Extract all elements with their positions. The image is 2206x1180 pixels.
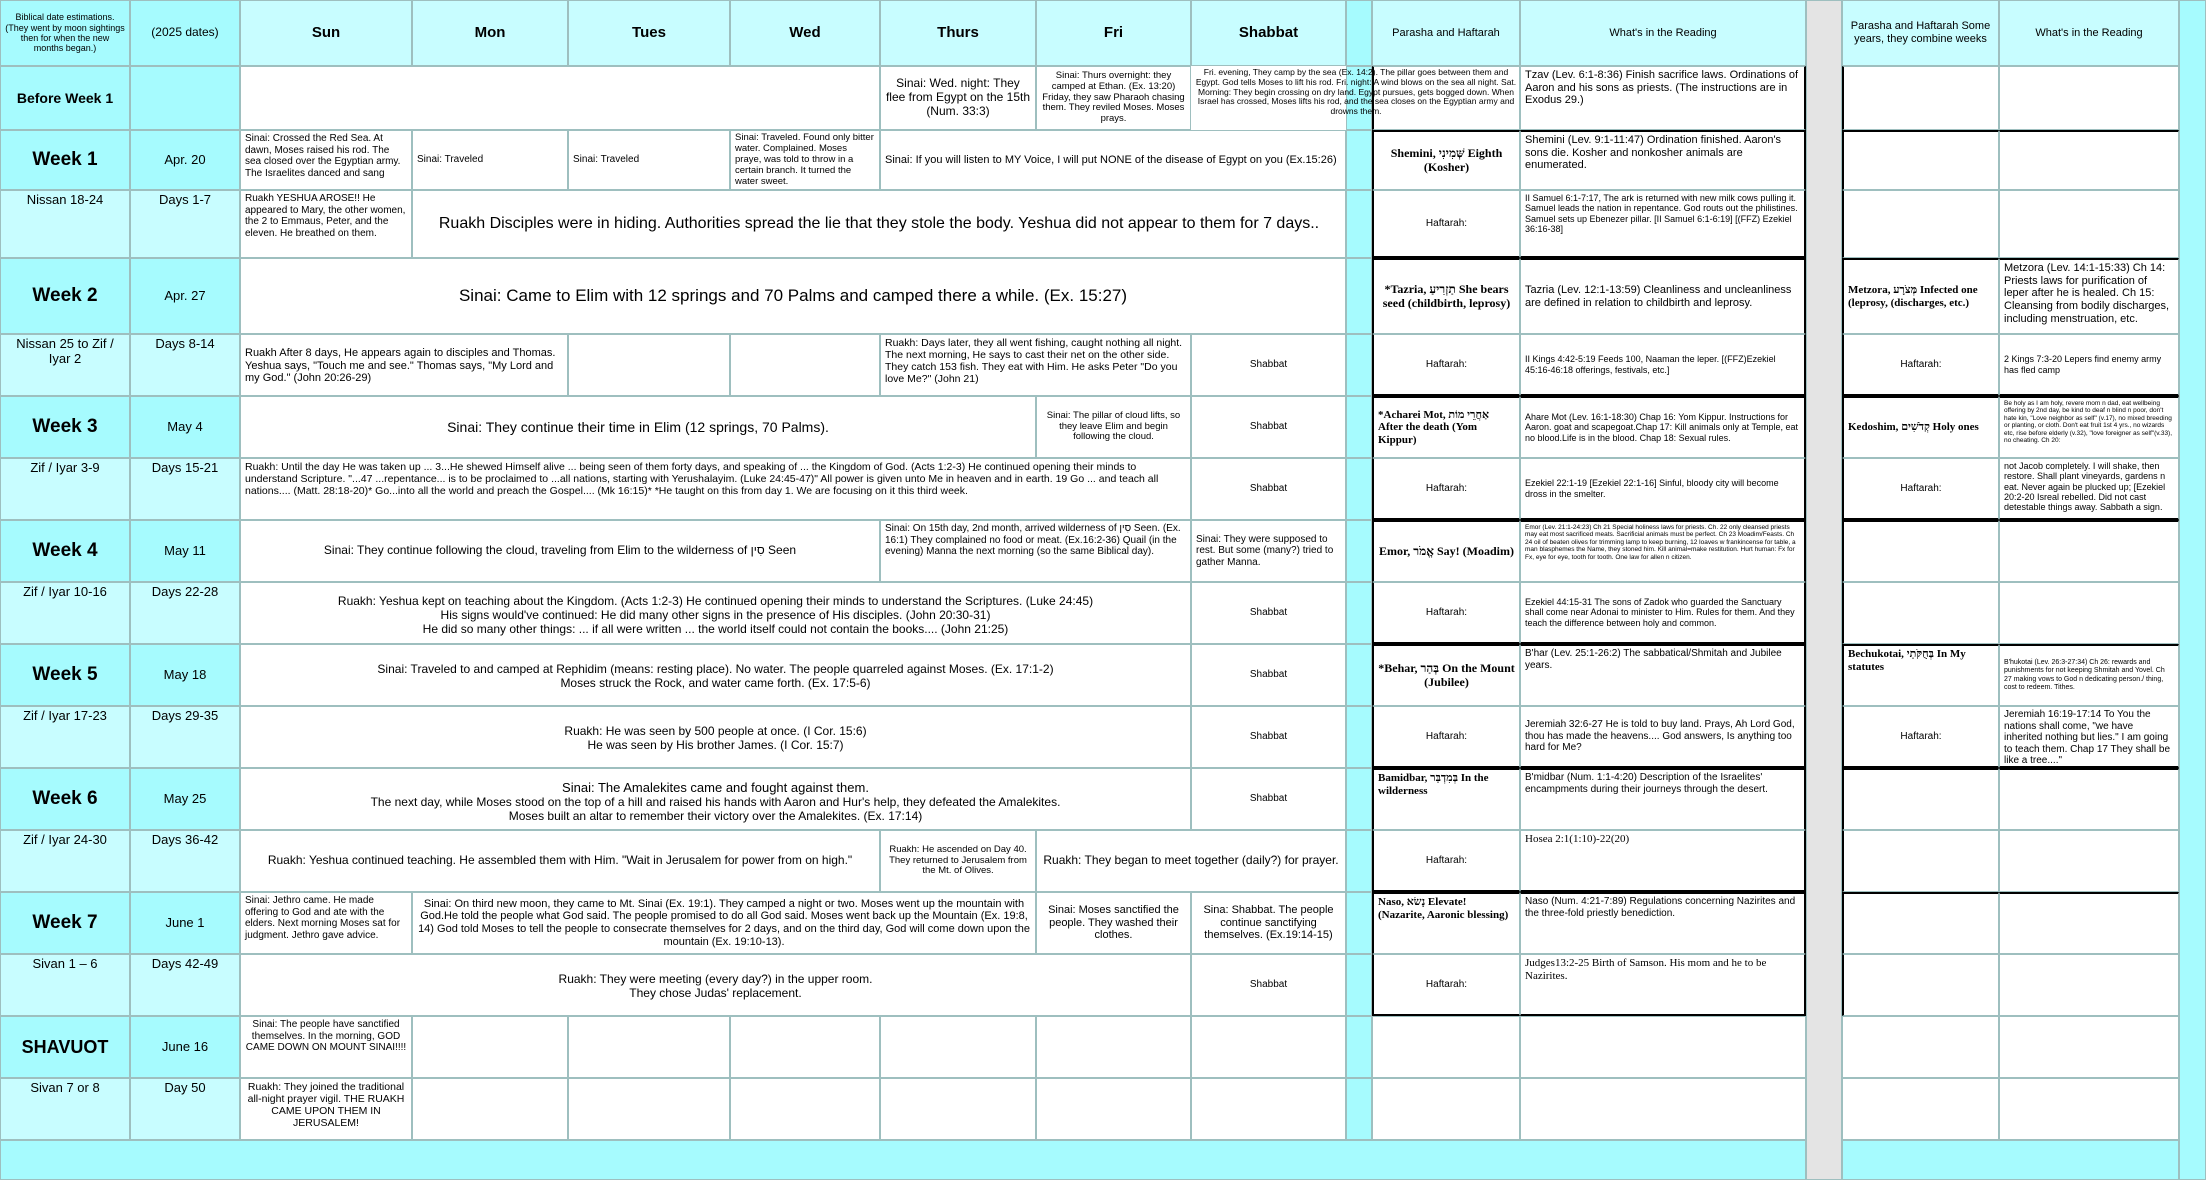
cell-shb-thu xyxy=(880,1078,1036,1140)
haftarah-w2: Haftarah: xyxy=(1372,334,1520,396)
cell-shb-sun: Ruakh: They joined the traditional all-night prayer vigil. THE RUAKH CAME UPON THEM IN JERUSALEM! xyxy=(240,1078,412,1140)
reading2-w3b: not Jacob completely. I will shake, then restore. Shall plant vineyards, gardens n eat. Never again be plucked up; [Ezekiel 20:2-20 Isreal rebelled. Did not cast detestable things away. Sabbath a sign. xyxy=(1999,458,2179,520)
parasha2-w6 xyxy=(1842,768,1999,830)
cell-w4b-sat: Shabbat xyxy=(1191,582,1346,644)
date-week-2: Apr. 27 xyxy=(130,258,240,334)
reading2-w5b: Jeremiah 16:19-17:14 To You the nations shall come, "we have inherited nothing but lies." I am going to teach them. Chap 17 They shall be like a tree...." xyxy=(1999,706,2179,768)
sub-week-2: Nissan 25 to Zif / Iyar 2 xyxy=(0,334,130,396)
cell-sh-mon xyxy=(412,1016,568,1078)
reading-w1: Shemini (Lev. 9:1-11:47) Ordination finished. Aaron's sons die. Kosher and nonkosher animals are enumerated. xyxy=(1520,130,1806,190)
reading-w5b: Jeremiah 32:6-27 He is told to buy land. Prays, Ah Lord God, thou has made the heavens.... God answers, Is anything too hard for Me? xyxy=(1520,706,1806,768)
date-week-1: Apr. 20 xyxy=(130,130,240,190)
header-thurs: Thurs xyxy=(880,0,1036,66)
haftarah2-w5: Haftarah: xyxy=(1842,706,1999,768)
sub-week-7: Sivan 1 – 6 xyxy=(0,954,130,1016)
row-label-week-7: Week 7 xyxy=(0,892,130,954)
header-shabbat: Shabbat xyxy=(1191,0,1346,66)
w6-line-2: The next day, while Moses stood on the top of a hill and raised his hands with Aaron and Hur's help, they defeated the Amalekites. xyxy=(370,794,1061,809)
cell-shb-fri xyxy=(1036,1078,1191,1140)
cell-w1b-rest: Ruakh Disciples were in hiding. Authorities spread the lie that they stole the body. Yeshua did not appear to them for 7 days.. xyxy=(412,190,1346,258)
parasha-w1: Shemini, שְּׁמִינִי Eighth (Kosher) xyxy=(1372,130,1520,190)
date-week-4: May 11 xyxy=(130,520,240,582)
haftarah-w5: Haftarah: xyxy=(1372,706,1520,768)
cell-sh-wed xyxy=(730,1016,880,1078)
spacer-w2 xyxy=(1346,258,1372,334)
reading2-w5: B'hukotai (Lev. 26:3-27:34) Ch 26: rewards and punishments for not keeping Shmitah and Yovel. Ch 27 making vows to God n dedicating person./ thing, cost to redeem. Tithes. xyxy=(1999,644,2179,706)
reading2-w4b xyxy=(1999,582,2179,644)
row-label-week-5: Week 5 xyxy=(0,644,130,706)
header-parasha: Parasha and Haftarah xyxy=(1372,0,1520,66)
spacer-shb xyxy=(1346,1078,1372,1140)
cell-shb-tue xyxy=(568,1078,730,1140)
row-label-week-2: Week 2 xyxy=(0,258,130,334)
cell-w7b-sat: Shabbat xyxy=(1191,954,1346,1016)
date-before-week-1 xyxy=(130,66,240,130)
cell-sh-fri xyxy=(1036,1016,1191,1078)
days-week-7: Days 42-49 xyxy=(130,954,240,1016)
parasha-w5: *Behar, בְּהַר On the Mount (Jubilee) xyxy=(1372,644,1520,706)
header-parasha-2: Parasha and Haftarah Some years, they combine weeks xyxy=(1842,0,1999,66)
cell-w6b-fri-sat: Ruakh: They began to meet together (daily?) for prayer. xyxy=(1036,830,1346,892)
sub-week-1: Nissan 18-24 xyxy=(0,190,130,258)
days-week-1: Days 1-7 xyxy=(130,190,240,258)
cell-w2b-wed xyxy=(730,334,880,396)
header-wed: Wed xyxy=(730,0,880,66)
w4b-line-2: His signs would've continued: He did many other signs in the presence of His disciples. (John 20:30-31) xyxy=(440,607,991,622)
haftarah-w3: Haftarah: xyxy=(1372,458,1520,520)
cell-w4-sun-wed: Sinai: They continue following the cloud, traveling from Elim to the wilderness of סִין Seen xyxy=(240,520,880,582)
reading-w6: B'midbar (Num. 1:1-4:20) Description of the Israelites' encampments during their journeys through the desert. xyxy=(1520,768,1806,830)
cell-w2b-sun: Ruakh After 8 days, He appears again to disciples and Thomas. Yeshua says, "Touch me and see." Thomas says, "My Lord and my God." (John 20:26-29) xyxy=(240,334,568,396)
reading-w3b: Ezekiel 22:1-19 [Ezekiel 22:1-16] Sinful, bloody city will become dross in the smelter. xyxy=(1520,458,1806,520)
cell-sh-sun: Sinai: The people have sanctified themselves. In the morning, GOD CAME DOWN ON MOUNT SINAI!!!! xyxy=(240,1016,412,1078)
cell-bw-sat: Fri. evening, They camp by the sea (Ex. 14:2). The pillar goes between them and Egypt. God tells Moses to lift his rod. Fri. night: A wind blows on the sea all night. Sat. Morning: They begin crossing on dry land. Egypt pursues, gets bogged down. When Israel has crossed, Moses lifts his rod, and the sea closes on the Egyptian army and drowns them. xyxy=(1195,67,1517,117)
reading2-w2: Metzora (Lev. 14:1-15:33) Ch 14: Priests laws for purification of leper after he is healed. Ch 15: Cleansing from bodily discharges, including menstruation, etc. xyxy=(1999,258,2179,334)
grey-divider xyxy=(1806,0,1842,1180)
cell-bw-fri: Sinai: Thurs overnight: they camped at Ethan. (Ex. 13:20) Friday, they saw Pharaoh chasing them. They reviled Moses. Moses prays. xyxy=(1036,66,1191,130)
header-reading: What's in the Reading xyxy=(1520,0,1806,66)
spacer-w6b xyxy=(1346,830,1372,892)
w7b-line-1: Ruakh: They were meeting (every day?) in the upper room. xyxy=(558,972,873,986)
reading-w4b: Ezekiel 44:15-31 The sons of Zadok who guarded the Sanctuary shall come near Adonai to minister to Him. Rules for them. And they teach the difference between holy and common. xyxy=(1520,582,1806,644)
sub-shavuot: Sivan 7 or 8 xyxy=(0,1078,130,1140)
haftarah2-w1 xyxy=(1842,190,1999,258)
spacer-w3b xyxy=(1346,458,1372,520)
w6-line-3: Moses built an altar to remember their victory over the Amalekites. (Ex. 17:14) xyxy=(508,808,923,823)
haftarah2-w6 xyxy=(1842,830,1999,892)
cell-w5b-sat: Shabbat xyxy=(1191,706,1346,768)
cell-w2b-sat: Shabbat xyxy=(1191,334,1346,396)
w6-line-1: Sinai: The Amalekites came and fought against them. xyxy=(562,780,869,795)
reading-w7b: Judges13:2-25 Birth of Samson. His mom and he to be Nazirites. xyxy=(1520,954,1806,1016)
cell-w6-sat: Shabbat xyxy=(1191,768,1346,830)
parasha2-sh xyxy=(1842,1016,1999,1078)
reading2-w6b xyxy=(1999,830,2179,892)
parasha-w2: *Tazria, תַזְרִיעַ She bears seed (childbirth, leprosy) xyxy=(1372,258,1520,334)
parasha2-w4 xyxy=(1842,520,1999,582)
reading-w6b: Hosea 2:1(1:10)-22(20) xyxy=(1520,830,1806,892)
haftarah-w7: Haftarah: xyxy=(1372,954,1520,1016)
spacer-w4 xyxy=(1346,520,1372,582)
cell-w1-mon: Sinai: Traveled xyxy=(412,130,568,190)
reading-w3: Ahare Mot (Lev. 16:1-18:30) Chap 16: Yom Kippur. Instructions for Aaron. goat and scapegoat.Chap 17: Kill animals only at Temple, eat no blood.Life is in the blood. Chap 18: Sexual rules. xyxy=(1520,396,1806,458)
row-label-week-4: Week 4 xyxy=(0,520,130,582)
days-week-6: Days 36-42 xyxy=(130,830,240,892)
reading2-w6 xyxy=(1999,768,2179,830)
cell-w3-sun-thu: Sinai: They continue their time in Elim (12 springs, 70 Palms). xyxy=(240,396,1036,458)
cell-w3b-sat: Shabbat xyxy=(1191,458,1346,520)
spacer-w6 xyxy=(1346,768,1372,830)
haftarah2-w7 xyxy=(1842,954,1999,1016)
haftarah-sh xyxy=(1372,1078,1520,1140)
header-dates: (2025 dates) xyxy=(130,0,240,66)
cell-bw-sun-wed xyxy=(240,66,880,130)
cell-w7-sat: Sina: Shabbat. The people continue sanctifying themselves. (Ex.19:14-15) xyxy=(1191,892,1346,954)
reading-sh xyxy=(1520,1016,1806,1078)
w5-line-2: Moses struck the Rock, and water came forth. (Ex. 17:5-6) xyxy=(560,675,871,690)
header-mon: Mon xyxy=(412,0,568,66)
haftarah-w1: Haftarah: xyxy=(1372,190,1520,258)
reading2-w1 xyxy=(1999,130,2179,190)
cell-w1b-sun: Ruakh YESHUA AROSE!! He appeared to Mary, the other women, the 2 to Emmaus, Peter, and the eleven. He breathed on them. xyxy=(240,190,412,258)
reading2-w4 xyxy=(1999,520,2179,582)
reading-w1b: II Samuel 6:1-7:17, The ark is returned with new milk cows pulling it. Samuel leads the nation in repentance. God routs out the philistines. Samuel sets up Ebenezer pillar. [II Samuel 6:1-6:19] [(FFZ) Ezekiel 36:16-38] xyxy=(1520,190,1806,258)
reading2-sh xyxy=(1999,1016,2179,1078)
header-tues: Tues xyxy=(568,0,730,66)
spacer-w7 xyxy=(1346,892,1372,954)
days-shavuot: Day 50 xyxy=(130,1078,240,1140)
spacer-header xyxy=(1346,0,1372,66)
cell-w2b-tue xyxy=(568,334,730,396)
cell-w1-wed: Sinai: Traveled. Found only bitter water. Complained. Moses praye, was told to throw in a certain branch. It turned the water sweet. xyxy=(730,130,880,190)
parasha2-bw xyxy=(1842,66,1999,130)
reading2-w7b xyxy=(1999,954,2179,1016)
right-margin xyxy=(2179,0,2206,1180)
cell-w4b-main xyxy=(240,582,1191,644)
cell-w3b-main: Ruakh: Until the day He was taken up ... 3...He shewed Himself alive ... being seen of them forty days, and speaking of ... the Kingdom of God. (Acts 1:2-3) He continued opening their minds to understand Scripture. "...47 ...repentance... is to be proclaimed to ...all nations, starting with Yerushalayim. (Luke 24:45-47)" All power is given unto Me in heaven and in earth. 19 Go ... and teach all nations.... (Matt. 28:18-20)* Go...into all the world and preach the Gospel.... (Mk 16:15)* *He taught on this from day 1. We are focusing on it this third week. xyxy=(240,458,1191,520)
cell-w5b-main xyxy=(240,706,1191,768)
cell-w1-sun: Sinai: Crossed the Red Sea. At dawn, Moses raised his rod. The sea closed over the Egyptian army. The Israelites danced and sang xyxy=(240,130,412,190)
reading-w2b: II Kings 4:42-5:19 Feeds 100, Naaman the leper. [(FFZ)Ezekiel 45:16-46:18 offerings, festivals, etc.] xyxy=(1520,334,1806,396)
date-week-6: May 25 xyxy=(130,768,240,830)
haftarah2-sh xyxy=(1842,1078,1999,1140)
parasha-w7: Naso, נָשׂא Elevate! (Nazarite, Aaronic blessing) xyxy=(1372,892,1520,954)
reading2-bw xyxy=(1999,66,2179,130)
parasha2-w7 xyxy=(1842,892,1999,954)
cell-w3-fri: Sinai: The pillar of cloud lifts, so they leave Elim and begin following the cloud. xyxy=(1036,396,1191,458)
row-label-before-week-1: Before Week 1 xyxy=(0,66,130,130)
reading-w2: Tazria (Lev. 12:1-13:59) Cleanliness and uncleanliness are defined in relation to childbirth and leprosy. xyxy=(1520,258,1806,334)
parasha2-w1 xyxy=(1842,130,1999,190)
parasha-sh xyxy=(1372,1016,1520,1078)
date-week-7: June 1 xyxy=(130,892,240,954)
spacer-sh xyxy=(1346,1016,1372,1078)
sub-week-4: Zif / Iyar 10-16 xyxy=(0,582,130,644)
row-label-shavuot: SHAVUOT xyxy=(0,1016,130,1078)
spacer-w1b xyxy=(1346,190,1372,258)
cell-w2b-thu-fri: Ruakh: Days later, they all went fishing, caught nothing all night. The next morning, He says to cast their net on the other side. They catch 153 fish. They eat with Him. He asks Peter "Do you love Me?" (John 21) xyxy=(880,334,1191,396)
cell-w7b-main xyxy=(240,954,1191,1016)
cell-w2-all: Sinai: Came to Elim with 12 springs and 70 Palms and camped there a while. (Ex. 15:27) xyxy=(240,258,1346,334)
header-fri: Fri xyxy=(1036,0,1191,66)
cell-w5-main xyxy=(240,644,1191,706)
cell-w1-thu-sat: Sinai: If you will listen to MY Voice, I will put NONE of the disease of Egypt on you (Ex.15:26) xyxy=(880,130,1346,190)
cell-w7-mon-thu: Sinai: On third new moon, they came to Mt. Sinai (Ex. 19:1). They camped a night or two. Moses went up the mountain with God.He told the people what God said. The people promised to do all God said. Moses went back up the Mountain (Ex. 19:8, 14) God told Moses to tell the people to consecrate themselves for 2 days, and on the third day, God will come down upon the mountain (Ex. 19:10-13). xyxy=(412,892,1036,954)
sub-week-6: Zif / Iyar 24-30 xyxy=(0,830,130,892)
bottom-filler-2 xyxy=(1842,1140,2179,1180)
header-reading-2: What's in the Reading xyxy=(1999,0,2179,66)
cell-bw-thu: Sinai: Wed. night: They flee from Egypt on the 15th (Num. 33:3) xyxy=(880,66,1036,130)
w5-line-1: Sinai: Traveled to and camped at Rephidim (means: resting place). No water. The people quarreled against Moses. (Ex. 17:1-2) xyxy=(377,662,1054,676)
bottom-filler xyxy=(0,1140,1806,1180)
reading-w4: Emor (Lev. 21:1-24:23) Ch 21 Special holiness laws for priests. Ch. 22 only cleansed priests may eat most sacrificed meats. Sacrificial animals must be perfect. Ch 23 Moadim/Feasts. Ch 24 oil of beaten olives for trimming lamp to keep burning, 12 loaves w frankincense for table, a man blasphemes the Name, they stoned him. Kill animal=make restitution. Hurt human: Fx for Fx, eye for eye, tooth for tooth. One law for allen n citizen. xyxy=(1520,520,1806,582)
spacer-w3 xyxy=(1346,396,1372,458)
haftarah2-w2: Haftarah: xyxy=(1842,334,1999,396)
cell-w7-fri: Sinai: Moses sanctified the people. They washed their clothes. xyxy=(1036,892,1191,954)
cell-w3-sat: Shabbat xyxy=(1191,396,1346,458)
header-estimations: Biblical date estimations. (They went by moon sightings then for when the new months began.) xyxy=(0,0,130,66)
reading2-w7 xyxy=(1999,892,2179,954)
spacer-w1 xyxy=(1346,130,1372,190)
row-label-week-3: Week 3 xyxy=(0,396,130,458)
date-week-5: May 18 xyxy=(130,644,240,706)
cell-shb-wed xyxy=(730,1078,880,1140)
days-week-5: Days 29-35 xyxy=(130,706,240,768)
haftarah-w6: Haftarah: xyxy=(1372,830,1520,892)
cell-w6-main xyxy=(240,768,1191,830)
w7b-line-2: They chose Judas' replacement. xyxy=(629,985,802,1000)
cell-sh-thu xyxy=(880,1016,1036,1078)
date-week-3: May 4 xyxy=(130,396,240,458)
reading2-w3: Be holy as I am holy, revere mom n dad, eat wellbeing offering by 2nd day, be kind to deaf n blind n poor, don't hate kin, "Love neighbor as self" (v.17), no mixed breeding or planting, or cloth. Don't eat fruit 1st 4 yrs., no wizards etc, rise before elderly (v.32), "love foreigner as self"(v.33), no cheating. Ch 20: xyxy=(1999,396,2179,458)
cell-w4-thu-fri: Sinai: On 15th day, 2nd month, arrived wilderness of סִין Seen. (Ex. 16:1) They complained no food or meat. (Ex.16:2-36) Quail (in the evening) Manna the next morning (so the same Biblical day). xyxy=(880,520,1191,582)
cell-sh-tue xyxy=(568,1016,730,1078)
cell-w6b-thu: Ruakh: He ascended on Day 40. They returned to Jerusalem from the Mt. of Olives. xyxy=(880,830,1036,892)
row-label-week-6: Week 6 xyxy=(0,768,130,830)
cell-w4-sat: Sinai: They were supposed to rest. But some (many?) tried to gather Manna. xyxy=(1191,520,1346,582)
spacer-w5 xyxy=(1346,644,1372,706)
sub-week-3: Zif / Iyar 3-9 xyxy=(0,458,130,520)
reading2-w1b xyxy=(1999,190,2179,258)
days-week-2: Days 8-14 xyxy=(130,334,240,396)
parasha2-w5: Bechukotai, בְּחֻקֹּתַי In My statutes xyxy=(1842,644,1999,706)
header-sun: Sun xyxy=(240,0,412,66)
days-week-4: Days 22-28 xyxy=(130,582,240,644)
reading-shb xyxy=(1520,1078,1806,1140)
row-label-week-1: Week 1 xyxy=(0,130,130,190)
cell-w1-tue: Sinai: Traveled xyxy=(568,130,730,190)
parasha-w6: Bamidbar, בְּמִדְבַּר In the wilderness xyxy=(1372,768,1520,830)
w5b-line-1: Ruakh: He was seen by 500 people at once. (I Cor. 15:6) xyxy=(564,724,867,738)
sub-week-5: Zif / Iyar 17-23 xyxy=(0,706,130,768)
parasha-w3: *Acharei Mot, אַחֲרֵי מוֹת After the death (Yom Kippur) xyxy=(1372,396,1520,458)
cell-shb-mon xyxy=(412,1078,568,1140)
spacer-w4b xyxy=(1346,582,1372,644)
cell-shb-sat xyxy=(1191,1078,1346,1140)
spacer-w5b xyxy=(1346,706,1372,768)
w4b-line-1: Ruakh: Yeshua kept on teaching about the Kingdom. (Acts 1:2-3) He continued opening their minds to understand the Scriptures. (Luke 24:45) xyxy=(337,594,1094,608)
date-shavuot: June 16 xyxy=(130,1016,240,1078)
cell-w7-sun: Sinai: Jethro came. He made offering to God and ate with the elders. Next morning Moses sat for judgment. Jethro gave advice. xyxy=(240,892,412,954)
haftarah-w4: Haftarah: xyxy=(1372,582,1520,644)
parasha-w4: Emor, אֱמֹר Say! (Moadim) xyxy=(1372,520,1520,582)
reading-bw: Tzav (Lev. 6:1-8:36) Finish sacrifice laws. Ordinations of Aaron and his sons as priests. (The instructions are in Exodus 29.) xyxy=(1520,66,1806,130)
days-week-3: Days 15-21 xyxy=(130,458,240,520)
parasha2-w3: Kedoshim, קְדֹשִׁים Holy ones xyxy=(1842,396,1999,458)
w5b-line-2: He was seen by His brother James. (I Cor. 15:7) xyxy=(587,737,844,752)
reading2-shb xyxy=(1999,1078,2179,1140)
haftarah2-w3: Haftarah: xyxy=(1842,458,1999,520)
w4b-line-3: He did so many other things: ... if all were written ... the world itself could not contain the books.... (John 21:25) xyxy=(422,621,1009,636)
spacer-w2b xyxy=(1346,334,1372,396)
reading-w5: B'har (Lev. 25:1-26:2) The sabbatical/Shmitah and Jubilee years. xyxy=(1520,644,1806,706)
haftarah2-w4 xyxy=(1842,582,1999,644)
reading-w7: Naso (Num. 4:21-7:89) Regulations concerning Nazirites and the three-fold priestly benediction. xyxy=(1520,892,1806,954)
cell-sh-sat xyxy=(1191,1016,1346,1078)
cell-w6b-sun-wed: Ruakh: Yeshua continued teaching. He assembled them with Him. "Wait in Jerusalem for power from on high." xyxy=(240,830,880,892)
spacer-w7b xyxy=(1346,954,1372,1016)
reading2-w2b: 2 Kings 7:3-20 Lepers find enemy army has fled camp xyxy=(1999,334,2179,396)
cell-w5-sat: Shabbat xyxy=(1191,644,1346,706)
parasha2-w2: Metzora, מְּצֹרָע Infected one (leprosy, (discharges, etc.) xyxy=(1842,258,1999,334)
